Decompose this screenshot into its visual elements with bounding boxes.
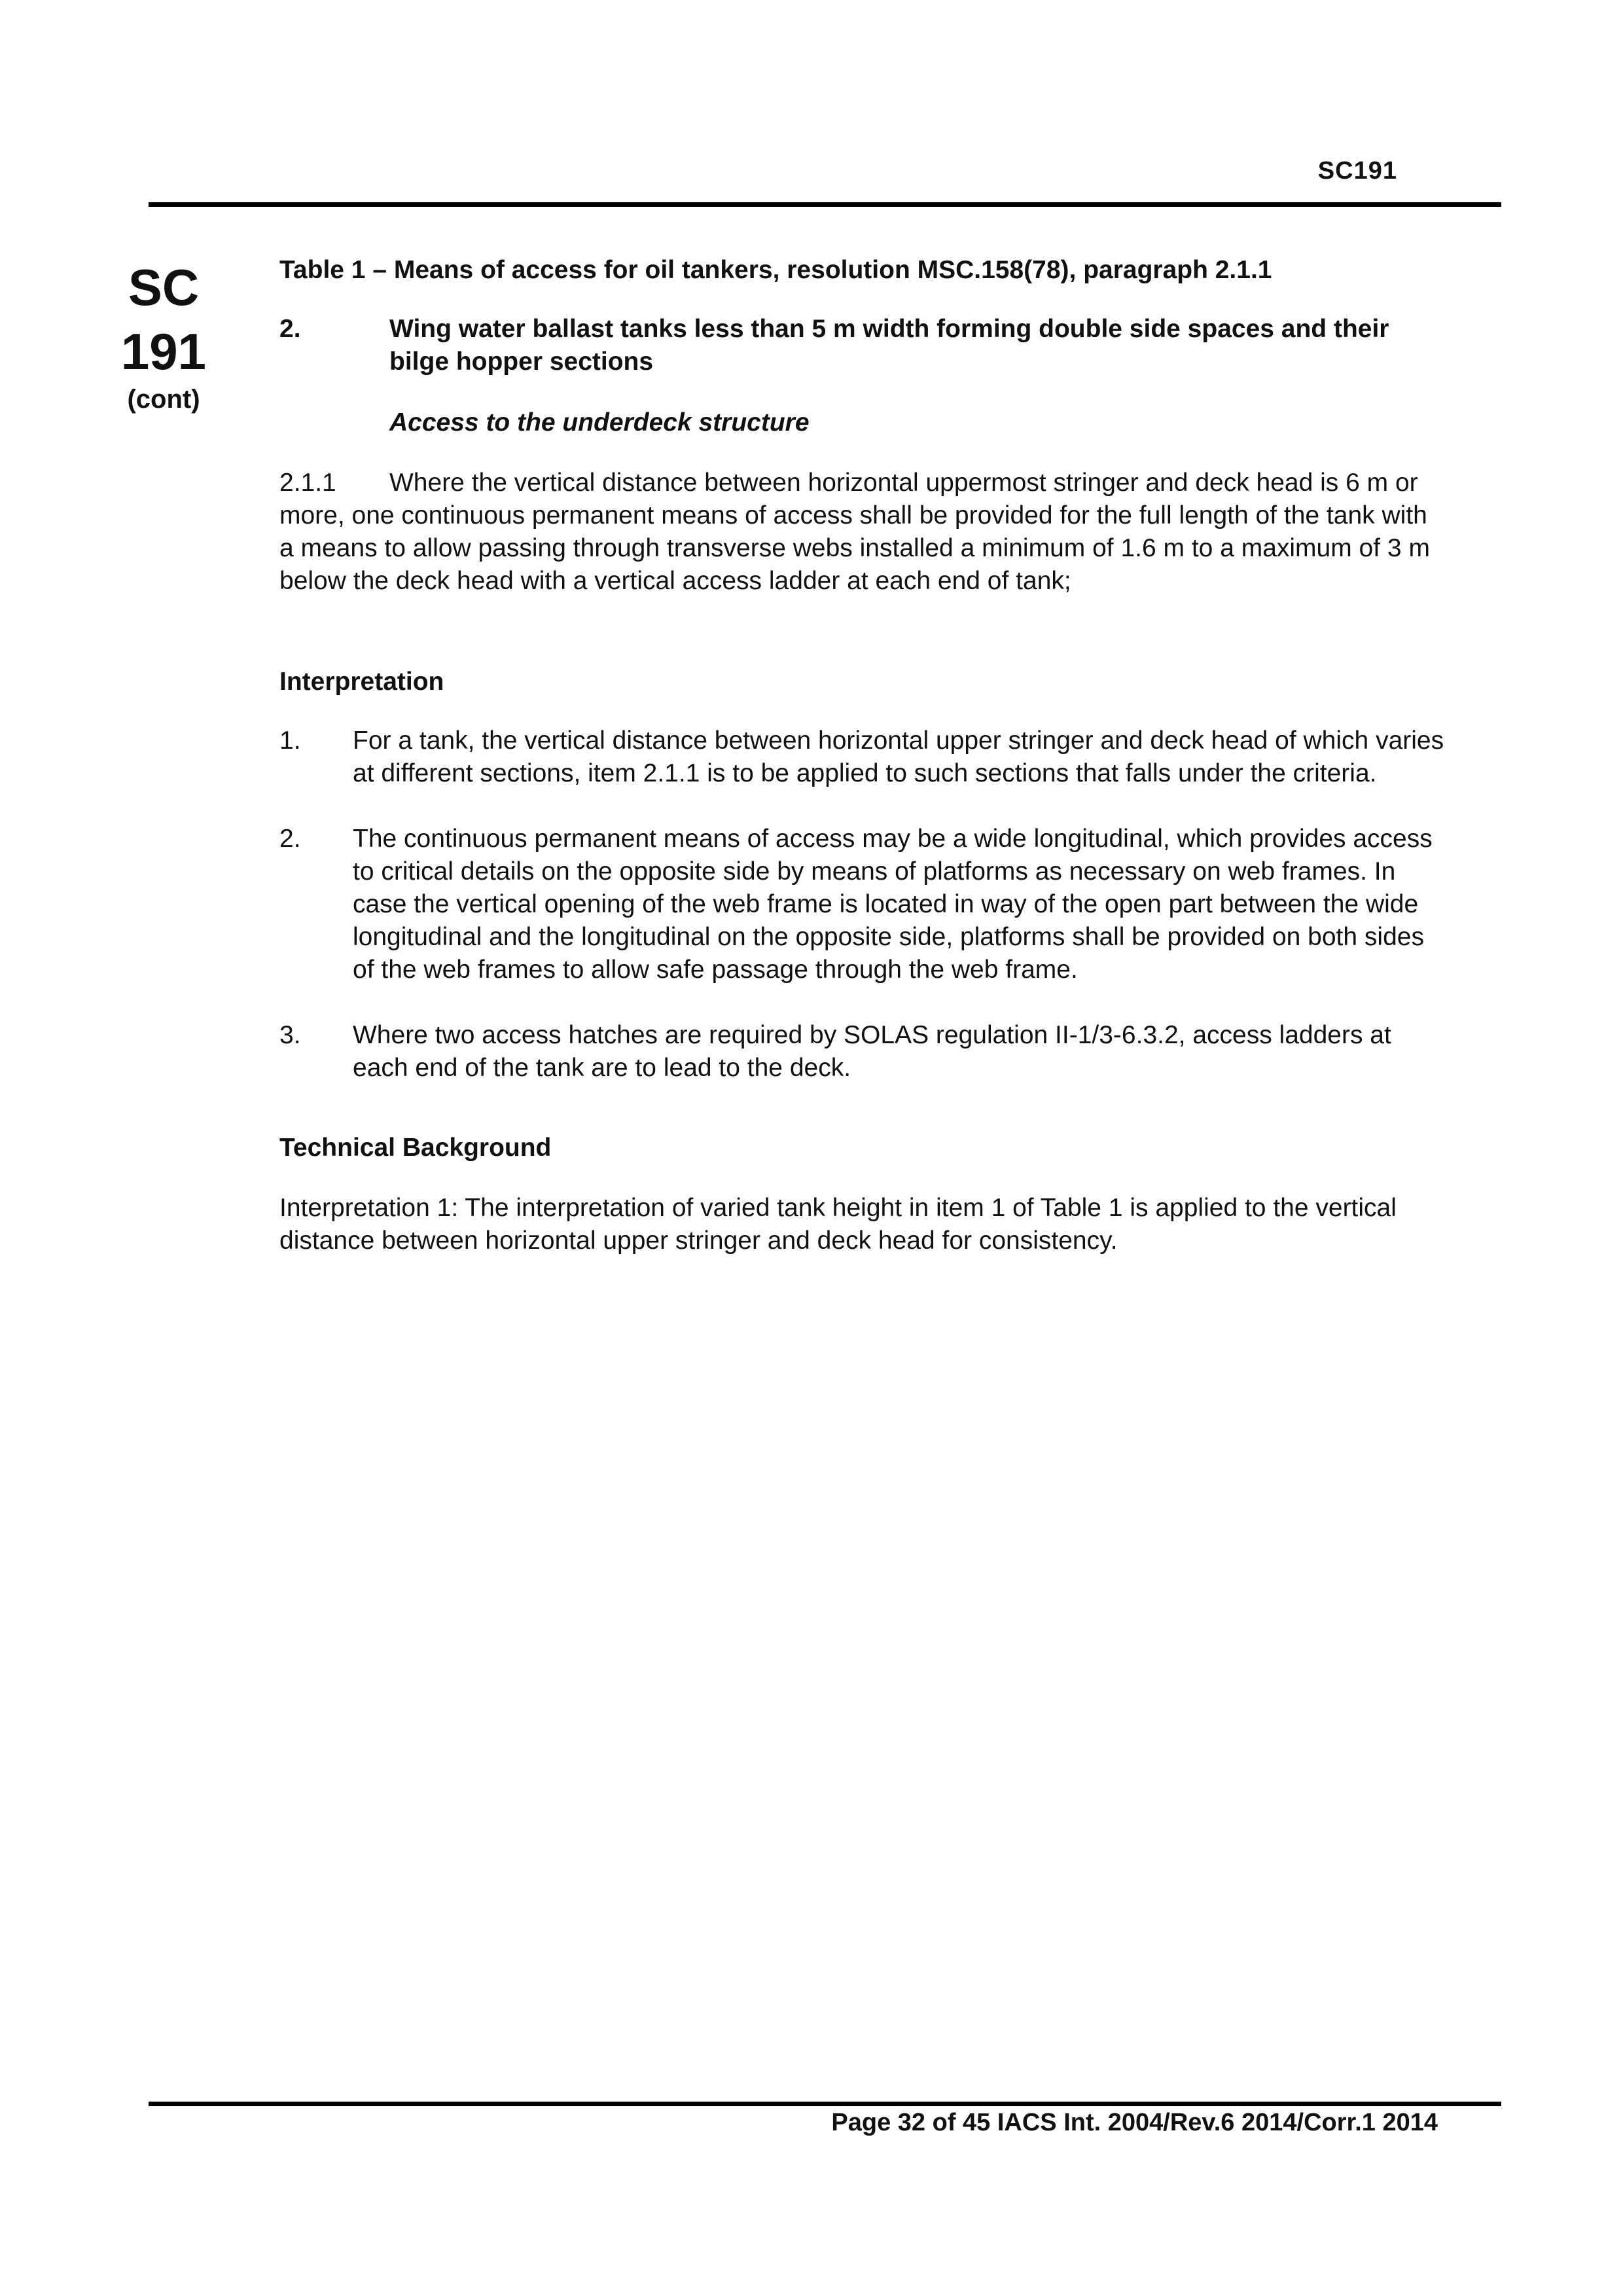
- item-number: 1.: [279, 726, 301, 755]
- subheading: Access to the underdeck structure: [389, 408, 810, 437]
- interpretation-list: [279, 725, 1444, 1085]
- margin-code: SC: [128, 259, 200, 316]
- section-title: Wing water ballast tanks less than 5 m width forming double side spaces and their bilge hopper sections: [389, 315, 1389, 376]
- section-number: 2.: [279, 315, 301, 343]
- paragraph-text: Where the vertical distance between horizontal uppermost stringer and deck head is 6 m or more, one continuous permanent means of access shall be provided for the full length of the tank with a means to allow passing through transverse webs installed a minimum of 1.6 m to a maximum of 3 m below the deck head with a vertical access ladder at each end of tank;: [279, 469, 1430, 595]
- footer-rule: [149, 2102, 1501, 2106]
- page-footer: Page 32 of 45 IACS Int. 2004/Rev.6 2014/Corr.1 2014: [831, 2109, 1438, 2136]
- item-number: 3.: [279, 1021, 301, 1049]
- margin-number: 191: [120, 323, 207, 380]
- item-text: Where two access hatches are required by SOLAS regulation II-1/3-6.3.2, access ladders at each end of the tank are to lead to the deck.: [353, 1021, 1391, 1082]
- technical-background-title: Technical Background: [279, 1134, 552, 1162]
- technical-background-text: Interpretation 1: The interpretation of varied tank height in item 1 of Table 1 is applied to the vertical distance between horizontal upper stringer and deck head for consistency.: [279, 1194, 1397, 1255]
- table-title: Table 1 – Means of access for oil tankers, resolution MSC.158(78), paragraph 2.1.1: [279, 256, 1272, 284]
- main-content: [279, 254, 1444, 1257]
- paragraph-2-1-1: [279, 467, 1444, 598]
- paragraph-number: 2.1.1: [279, 469, 336, 497]
- header-rule: [149, 202, 1501, 207]
- item-text: For a tank, the vertical distance between horizontal upper stringer and deck head of which varies at different sections, item 2.1.1 is to be applied to such sections that falls under the criteria.: [353, 726, 1444, 787]
- margin-tag: [115, 259, 213, 414]
- list-item: [279, 1019, 1444, 1085]
- margin-cont: (cont): [127, 385, 200, 414]
- item-number: 2.: [279, 825, 301, 853]
- list-item: [279, 725, 1444, 790]
- header-code: SC191: [1317, 157, 1397, 185]
- list-item: [279, 823, 1444, 986]
- item-text: The continuous permanent means of access may be a wide longitudinal, which provides access to critical details on the opposite side by means of platforms as necessary on web frames. In case the vertical opening of the web frame is located in way of the open part between the wide longitudinal and the longitudinal on the opposite side, platforms shall be provided on both sides of the web frames to allow safe passage through the web frame.: [353, 825, 1433, 984]
- interpretation-title: Interpretation: [279, 668, 444, 696]
- section-heading: [279, 313, 1444, 378]
